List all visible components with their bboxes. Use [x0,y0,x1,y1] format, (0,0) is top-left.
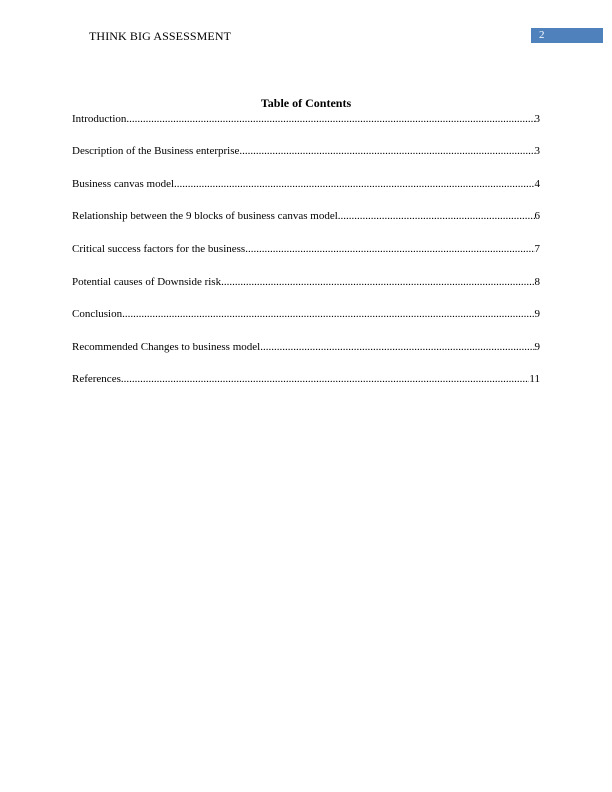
toc-dot-leader [174,177,534,191]
toc-entry-page: 8 [534,276,540,288]
toc-entry-conclusion[interactable] [72,307,540,321]
toc-entry-label: Potential causes of Downside risk [72,276,222,288]
toc-dot-leader [245,242,534,256]
toc-entry-downside-risk[interactable] [72,275,540,289]
toc-title: Table of Contents [260,96,352,110]
toc-entry-business-canvas-model[interactable] [72,177,540,191]
toc-entry-relationship[interactable] [72,209,540,223]
toc-dot-leader [122,307,534,321]
toc-dot-leader [126,112,534,126]
header-title: THINK BIG ASSESSMENT [89,29,232,43]
page-number: 2 [539,29,545,41]
toc-entry-label: Recommended Changes to business model [72,341,261,353]
toc-entry-references[interactable] [72,372,540,386]
toc-entry-introduction[interactable] [72,112,540,126]
toc-entry-recommended-changes[interactable] [72,340,540,354]
toc-dot-leader [239,144,534,158]
toc-entry-label: Description of the Business enterprise [72,145,240,157]
toc-entry-label: Relationship between the 9 blocks of business canvas model [72,210,338,222]
toc-entry-label: Introduction [72,113,127,125]
toc-dot-leader [338,209,535,223]
toc-entry-page: 7 [534,243,540,255]
table-of-contents [72,95,540,385]
toc-entry-description[interactable] [72,144,540,158]
toc-dot-leader [260,340,534,354]
toc-entry-page: 9 [534,341,540,353]
page-number-badge [531,28,603,43]
toc-entry-page: 3 [534,113,540,125]
toc-entry-critical-success-factors[interactable] [72,242,540,256]
toc-dot-leader [121,372,530,386]
toc-entry-page: 9 [534,308,540,320]
toc-entry-page: 4 [534,178,540,190]
toc-entry-page: 3 [534,145,540,157]
page-header [0,0,612,60]
toc-entry-label: Critical success factors for the business [72,243,246,255]
toc-entry-page: 6 [534,210,540,222]
toc-entry-label: References [72,373,121,385]
toc-entry-label: Business canvas model [72,178,175,190]
toc-entry-page: 11 [529,373,540,385]
toc-dot-leader [221,275,534,289]
toc-entry-label: Conclusion [72,308,123,320]
